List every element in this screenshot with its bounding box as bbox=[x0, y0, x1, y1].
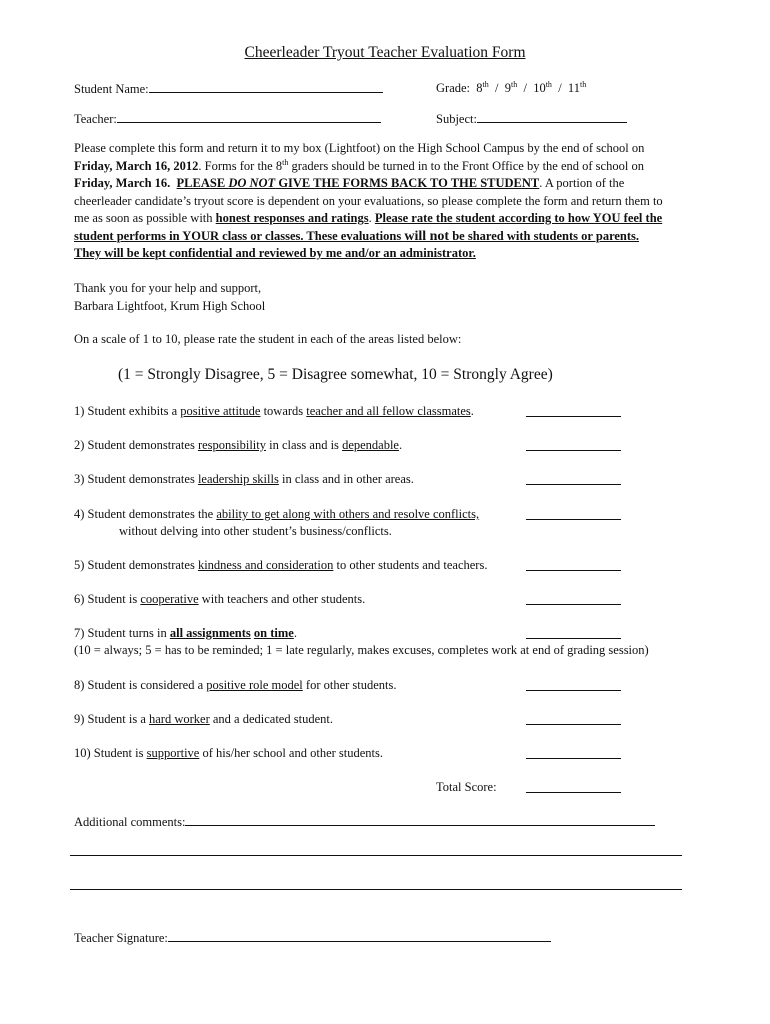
question-3 bbox=[74, 472, 414, 487]
warning-text: PLEASE bbox=[176, 176, 229, 190]
question-text: with teachers and other students. bbox=[198, 592, 366, 606]
signature-line[interactable] bbox=[168, 930, 551, 942]
score-line-5[interactable] bbox=[526, 570, 621, 571]
emphasis-text: student performs in YOUR class or classes. These evaluations bbox=[74, 228, 405, 243]
teacher-signature-field[interactable] bbox=[74, 930, 551, 946]
question-text: 5) Student demonstrates bbox=[74, 558, 198, 572]
question-key-phrase: hard worker bbox=[149, 712, 210, 726]
instructions-line: cheerleader candidate’s tryout score is dependent on your evaluations, so please complete the form and return them to bbox=[74, 193, 663, 208]
total-score-label: Total Score: bbox=[436, 780, 497, 794]
thanks-block bbox=[74, 280, 265, 315]
comments-line[interactable] bbox=[185, 814, 655, 826]
question-key-phrase: all assignments bbox=[169, 626, 251, 640]
comments-line-2[interactable] bbox=[70, 855, 682, 856]
question-5 bbox=[74, 558, 487, 573]
teacher-line[interactable] bbox=[117, 111, 381, 123]
grade-option-9[interactable]: 9 bbox=[504, 81, 511, 95]
score-line-9[interactable] bbox=[526, 724, 621, 725]
grade-option-8[interactable]: 8 bbox=[476, 81, 483, 95]
question-text: . bbox=[293, 626, 297, 640]
thanks-line: Thank you for your help and support, bbox=[74, 281, 262, 295]
question-2 bbox=[74, 438, 402, 453]
teacher-signature-label: Teacher Signature: bbox=[74, 931, 168, 945]
question-text: 8) Student is considered a bbox=[74, 678, 207, 692]
warning-text: GIVE THE FORMS BACK TO THE STUDENT bbox=[275, 176, 540, 190]
question-text: 2) Student demonstrates bbox=[74, 438, 198, 452]
question-text: 9) Student is a bbox=[74, 712, 149, 726]
comments-line-3[interactable] bbox=[70, 889, 682, 890]
grade-suffix: th bbox=[482, 79, 489, 89]
grade-suffix: th bbox=[545, 79, 552, 89]
question-key-phrase: ability to get along with others and resolve conflicts, bbox=[216, 507, 480, 521]
question-text: of his/her school and other students. bbox=[199, 746, 384, 760]
instructions-line bbox=[74, 228, 663, 246]
instructions-text: . Forms for the 8 bbox=[198, 158, 283, 173]
instructions-paragraph bbox=[74, 140, 663, 263]
question-4 bbox=[74, 507, 479, 522]
due-date: Friday, March 16, 2012 bbox=[74, 158, 199, 173]
additional-comments-field[interactable] bbox=[74, 814, 655, 830]
instructions-line: They will be kept confidential and reviewed by me and/or an administrator. bbox=[74, 246, 476, 260]
due-date-short: Friday, March 16. bbox=[74, 176, 171, 190]
question-key-phrase: on time bbox=[253, 626, 294, 640]
emphasis-text: be shared with students or parents. bbox=[449, 228, 640, 243]
grade-separator: / bbox=[495, 81, 499, 95]
grade-suffix: th bbox=[579, 79, 587, 89]
instructions-text: . bbox=[368, 211, 375, 225]
additional-comments-label: Additional comments: bbox=[74, 815, 186, 829]
total-score-line[interactable] bbox=[526, 792, 621, 793]
scale-intro: On a scale of 1 to 10, please rate the student in each of the areas listed below: bbox=[74, 332, 462, 346]
instructions-line: Please complete this form and return it to my box (Lightfoot) on the High School Campus by the end of school on bbox=[74, 141, 645, 155]
emphasis-text: honest responses and ratings bbox=[215, 211, 369, 225]
question-key-phrase: positive attitude bbox=[180, 404, 261, 418]
question-10 bbox=[74, 746, 383, 761]
emphasis-large: will not bbox=[404, 228, 450, 244]
question-key-phrase: supportive bbox=[146, 746, 200, 760]
student-name-field[interactable] bbox=[74, 81, 383, 97]
score-line-1[interactable] bbox=[526, 416, 621, 417]
question-9 bbox=[74, 712, 333, 727]
ordinal-suffix: th bbox=[282, 157, 289, 167]
question-text: . bbox=[470, 404, 474, 418]
instructions-line bbox=[74, 210, 663, 228]
question-7 bbox=[74, 626, 297, 641]
teacher-label: Teacher: bbox=[74, 112, 117, 126]
score-line-10[interactable] bbox=[526, 758, 621, 759]
instructions-line bbox=[74, 158, 663, 176]
grade-option-11[interactable]: 11 bbox=[567, 81, 580, 95]
thanks-signoff: Barbara Lightfoot, Krum High School bbox=[74, 298, 266, 313]
score-line-3[interactable] bbox=[526, 484, 621, 485]
grade-separator: / bbox=[558, 81, 562, 95]
instructions-line bbox=[74, 175, 663, 193]
question-1 bbox=[74, 404, 474, 419]
question-text: and a dedicated student. bbox=[209, 712, 333, 726]
question-key-phrase: teacher and all fellow classmates bbox=[306, 404, 471, 418]
question-text: in class and is bbox=[266, 438, 343, 452]
question-key-phrase: cooperative bbox=[140, 592, 199, 606]
score-line-6[interactable] bbox=[526, 604, 621, 605]
question-text: for other students. bbox=[302, 678, 397, 692]
grade-separator: / bbox=[523, 81, 527, 95]
question-key-phrase: responsibility bbox=[197, 438, 267, 452]
score-line-7[interactable] bbox=[526, 638, 621, 639]
question-text: 10) Student is bbox=[74, 746, 147, 760]
question-4-continued: without delving into other student’s business/conflicts. bbox=[119, 524, 392, 538]
question-key-phrase: dependable bbox=[342, 438, 399, 452]
subject-label: Subject: bbox=[436, 112, 477, 126]
student-name-label: Student Name: bbox=[74, 82, 149, 96]
grade-label: Grade: bbox=[436, 81, 471, 95]
question-text: 4) Student demonstrates the bbox=[74, 507, 217, 521]
score-line-8[interactable] bbox=[526, 690, 621, 691]
score-line-2[interactable] bbox=[526, 450, 621, 451]
question-key-phrase: leadership skills bbox=[197, 472, 279, 486]
score-line-4[interactable] bbox=[526, 519, 621, 520]
form-title: Cheerleader Tryout Teacher Evaluation Form bbox=[244, 44, 526, 61]
question-8 bbox=[74, 678, 397, 693]
question-text: 1) Student exhibits a bbox=[74, 404, 181, 418]
instructions-text: . A portion of the bbox=[539, 176, 625, 190]
grade-suffix: th bbox=[510, 79, 518, 89]
instructions-text: me as soon as possible with bbox=[74, 211, 216, 225]
question-key-phrase: kindness and consideration bbox=[197, 558, 334, 572]
question-text: to other students and teachers. bbox=[333, 558, 488, 572]
subject-line[interactable] bbox=[477, 111, 627, 123]
question-7-scale-note: (10 = always; 5 = has to be reminded; 1 = late regularly, makes excuses, completes work at end of grading session) bbox=[74, 643, 649, 657]
grade-options bbox=[436, 81, 586, 96]
question-text: 7) Student turns in bbox=[74, 626, 170, 640]
question-text: towards bbox=[260, 404, 307, 418]
warning-emphasis: DO NOT bbox=[228, 176, 276, 190]
teacher-field[interactable] bbox=[74, 111, 381, 127]
question-text: in class and in other areas. bbox=[278, 472, 414, 486]
instructions-text: graders should be turned in to the Front Office by the end of school on bbox=[288, 158, 644, 173]
question-key-phrase: positive role model bbox=[206, 678, 303, 692]
scale-legend: (1 = Strongly Disagree, 5 = Disagree somewhat, 10 = Strongly Agree) bbox=[118, 366, 553, 383]
emphasis-text: Please rate the student according to how YOU feel the bbox=[374, 211, 663, 225]
question-text: 6) Student is bbox=[74, 592, 141, 606]
question-6 bbox=[74, 592, 365, 607]
grade-option-10[interactable]: 10 bbox=[533, 81, 546, 95]
question-text: . bbox=[398, 438, 403, 452]
student-name-line[interactable] bbox=[149, 81, 383, 93]
subject-field[interactable] bbox=[436, 111, 627, 127]
question-text: 3) Student demonstrates bbox=[74, 472, 198, 486]
